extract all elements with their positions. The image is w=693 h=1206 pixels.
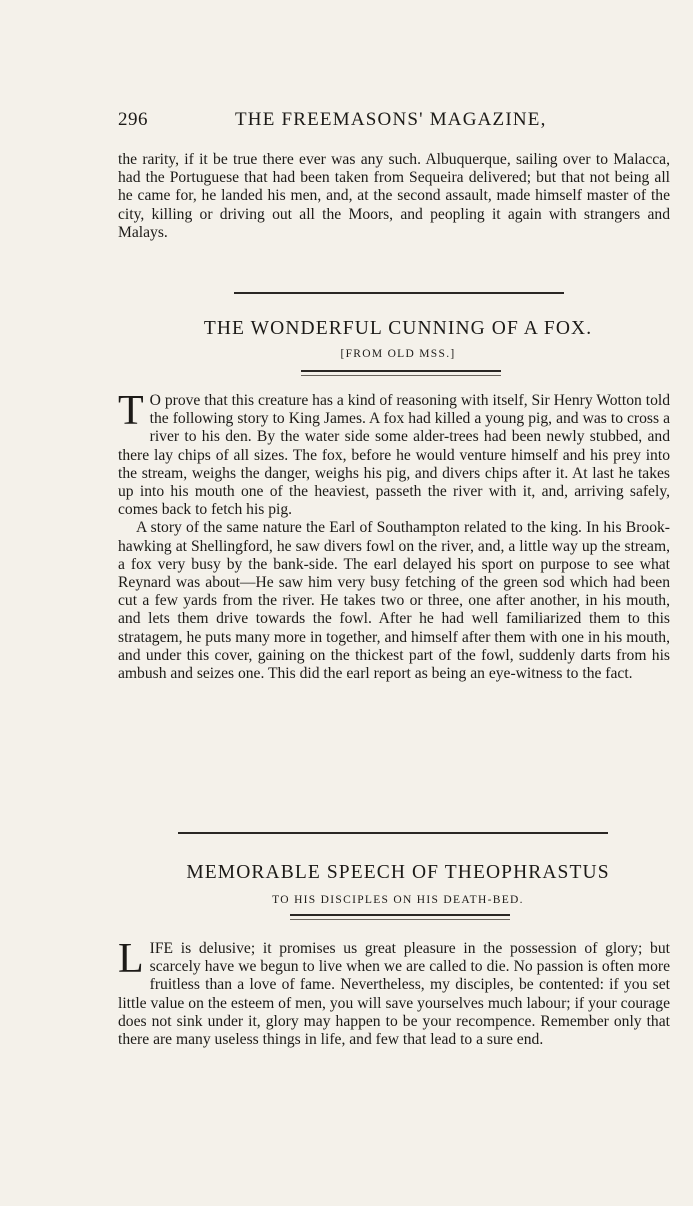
fox-article-body [118, 388, 670, 683]
theophrastus-article-subtitle: TO HIS DISCIPLES ON HIS DEATH-BED. [272, 894, 524, 906]
running-head [118, 109, 678, 137]
drop-cap: T [118, 388, 144, 434]
intro-paragraph: the rarity, if it be true there ever was any such. Albuquerque, sailing over to Malacca, had the Portuguese that had been taken from Sequeira delivered; but that not being all he came for, he landed his men, and, at the second assault, made himself master of the city, killing or driving out all the Moors, and peopling it again with strangers and Malays. [118, 151, 670, 241]
heading-underline-rule [301, 370, 501, 372]
heading-underline-rule [290, 914, 510, 916]
heading-underline-rule [290, 919, 510, 920]
fox-article-title: THE WONDERFUL CUNNING OF A FOX. [203, 318, 593, 339]
section-divider-rule [178, 832, 608, 834]
section-divider-rule [234, 292, 564, 294]
fox-paragraph-2: A story of the same nature the Earl of Southampton related to the king. In his Brook-hawking at Shellingford, he saw divers fowl on the river, and, a little way up the stream, a fox very busy by the bank-side. The earl delayed his sport on purpose to see what Reynard was about—He saw him very busy fetching of the green sod which had been cut a few yards from the river. He takes two or three, one after another, in his mouth, and lets them drive towards the fowl. After he had well familiarized them to this stratagem, he puts many more in together, and himself after them with one in his mouth, and under this cover, gaining on the thickest part of the fowl, suddenly darts from his ambush and seizes one. This did the earl report as being an eye-witness to the fact. [118, 519, 670, 683]
magazine-title: THE FREEMASONS' MAGAZINE, [235, 109, 547, 130]
theophrastus-article-title: MEMORABLE SPEECH OF THEOPHRASTUS [186, 862, 610, 883]
page-number: 296 [118, 109, 148, 130]
fox-paragraph-1: T O prove that this creature has a kind of reasoning with itself, Sir Henry Wotton told the following story to King James. A fox had killed a young pig, and was to cross a river to his den. By the water side some alder-trees had been newly stubbed, and there lay chips of all sizes. The fox, before he would venture himself and his prey into the stream, weighs the danger, weighs his pig, and divers chips after it. At last he takes up into his mouth one of the heaviest, passeth the river with it, and, arriving safely, comes back to fetch his pig. [118, 388, 670, 519]
fox-article-subtitle: [FROM OLD MSS.] [340, 348, 456, 360]
theophrastus-article-body [118, 936, 670, 1049]
drop-cap: L [118, 936, 144, 982]
theophrastus-paragraph-1: LIFE is delusive; it promises us great pleasure in the possession of glory; but scarcely have we begun to live when we are called to die. No passion is often more fruitless than a love of fame. Nevertheless, my disciples, be contented: if you set little value on the esteem of men, you will save yourselves much labour; if your courage does not sink under it, glory may happen to be your recompence. Remember only that there are many useless things in life, and few that lead to a sure end. [118, 936, 670, 1049]
heading-underline-rule [301, 375, 501, 376]
